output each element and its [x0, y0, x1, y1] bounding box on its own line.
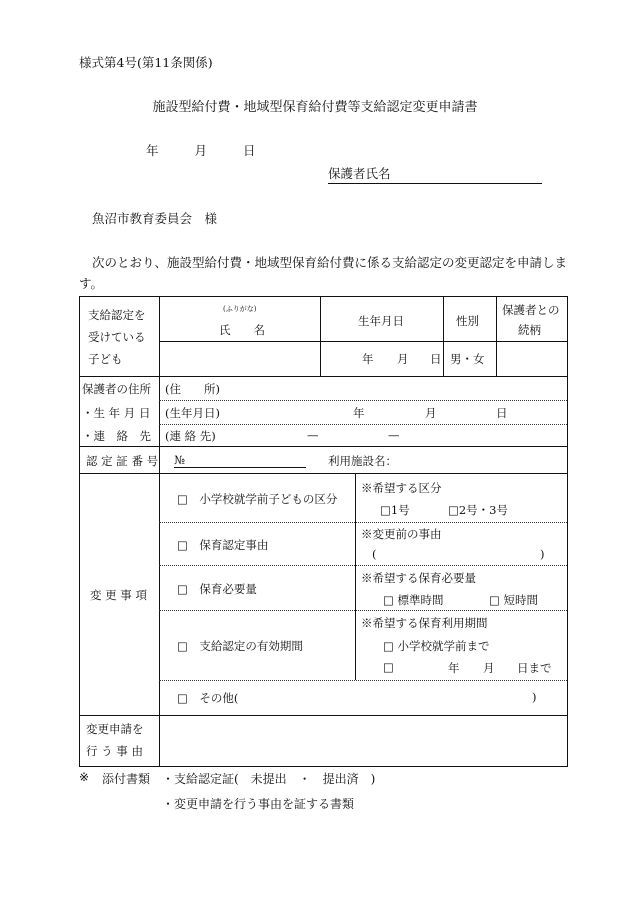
footer-mark: ※ — [79, 770, 90, 784]
reason-close-paren: ) — [540, 547, 545, 561]
contact-dash-1: — — [307, 428, 319, 442]
reason-open-paren: ( — [372, 547, 377, 561]
period-heading: ※希望する保育利用期間 — [361, 616, 488, 630]
amount-option-short[interactable]: □ 短時間 — [489, 593, 539, 607]
period-option-date-box[interactable]: □ — [383, 660, 394, 674]
child-birth-day: 日 — [430, 352, 442, 366]
period-option-preschool[interactable]: □ 小学校就学前まで — [383, 639, 490, 653]
period-month: 月 — [483, 661, 495, 675]
intro-text: 次のとおり、施設型給付費・地域型保育給付費に係る支給認定の変更認定を申請します。 — [79, 255, 568, 291]
amount-option-standard[interactable]: □ 標準時間 — [383, 593, 444, 607]
child-birthdate-label: 生年月日 — [358, 314, 404, 328]
relation-label-line1: 保護者との — [502, 303, 560, 317]
attachments-label: 添付書類 — [102, 772, 151, 786]
date-year: 年 — [146, 143, 159, 158]
child-sex-label: 性別 — [456, 314, 479, 328]
addressee: 魚沼市教育委員会 様 — [92, 211, 218, 226]
certificate-label: 認 定 証 番 号 — [86, 454, 159, 468]
guardian-label-line1: 保護者の住所 — [82, 382, 151, 396]
furigana-label: (ふりがな) — [223, 305, 257, 313]
guardian-label-line3: ・連 絡 先 — [82, 429, 151, 443]
date-day: 日 — [242, 143, 256, 158]
child-label-line3: 子ども — [88, 352, 123, 366]
reason-label-line1: 変更申請を — [86, 722, 144, 736]
contact-dash-2: — — [388, 428, 400, 442]
guardian-address-label: (住 所) — [165, 382, 220, 396]
guardian-birth-label: (生年月日) — [165, 406, 220, 420]
guardian-birth-year: 年 — [353, 406, 365, 420]
change-item-period[interactable]: □ 支給認定の有効期間 — [177, 639, 303, 653]
guardian-birth-day: 日 — [496, 406, 508, 420]
other-close-paren: ) — [532, 690, 537, 704]
certificate-no-label: № — [174, 453, 185, 467]
child-label-line1: 支給認定を — [88, 308, 146, 322]
guardian-birth-month: 月 — [425, 406, 437, 420]
category-option-2-3[interactable]: □2号・3号 — [448, 503, 508, 517]
change-item-other[interactable]: □ その他( — [177, 691, 239, 705]
child-sex-value[interactable]: 男・女 — [450, 352, 485, 366]
date-month: 月 — [194, 143, 207, 158]
guardian-name-label: 保護者氏名 — [328, 166, 391, 181]
category-option-1[interactable]: □1号 — [380, 503, 410, 517]
period-until: 日まで — [517, 661, 552, 675]
child-name-label: 氏 名 — [219, 323, 265, 337]
period-year: 年 — [448, 661, 460, 675]
change-item-reason[interactable]: □ 保育認定事由 — [177, 538, 269, 552]
page-title: 施設型給付費・地域型保育給付費等支給認定変更申請書 — [152, 100, 478, 115]
amount-heading: ※希望する保育必要量 — [361, 571, 476, 585]
guardian-label-line2: ・生 年 月 日 — [82, 406, 151, 420]
attachment-certificate: ・支給認定証( 未提出 ・ 提出済 ) — [162, 772, 376, 786]
application-date — [146, 141, 255, 159]
reason-label-line2: 行 う 事 由 — [86, 744, 143, 758]
form-number: 様式第4号(第11条関係) — [79, 55, 213, 70]
reason-heading: ※変更前の事由 — [361, 527, 442, 541]
guardian-contact-label: (連 絡 先) — [165, 429, 216, 443]
certificate-number-field[interactable] — [174, 453, 306, 468]
child-birth-month: 月 — [397, 352, 409, 366]
child-birth-year: 年 — [362, 352, 374, 366]
change-item-amount[interactable]: □ 保育必要量 — [177, 582, 257, 596]
attachment-reason-document: ・変更申請を行う事由を証する書類 — [162, 797, 355, 811]
changes-label: 変 更 事 項 — [90, 588, 147, 602]
relation-label-line2: 続柄 — [518, 323, 541, 337]
change-item-category[interactable]: □ 小学校就学前子どもの区分 — [177, 492, 338, 506]
facility-name-label: 利用施設名： — [328, 454, 397, 468]
category-heading: ※希望する区分 — [361, 481, 442, 495]
guardian-name-field[interactable] — [328, 164, 542, 184]
child-label-line2: 受けている — [88, 330, 146, 344]
application-table — [79, 296, 568, 767]
